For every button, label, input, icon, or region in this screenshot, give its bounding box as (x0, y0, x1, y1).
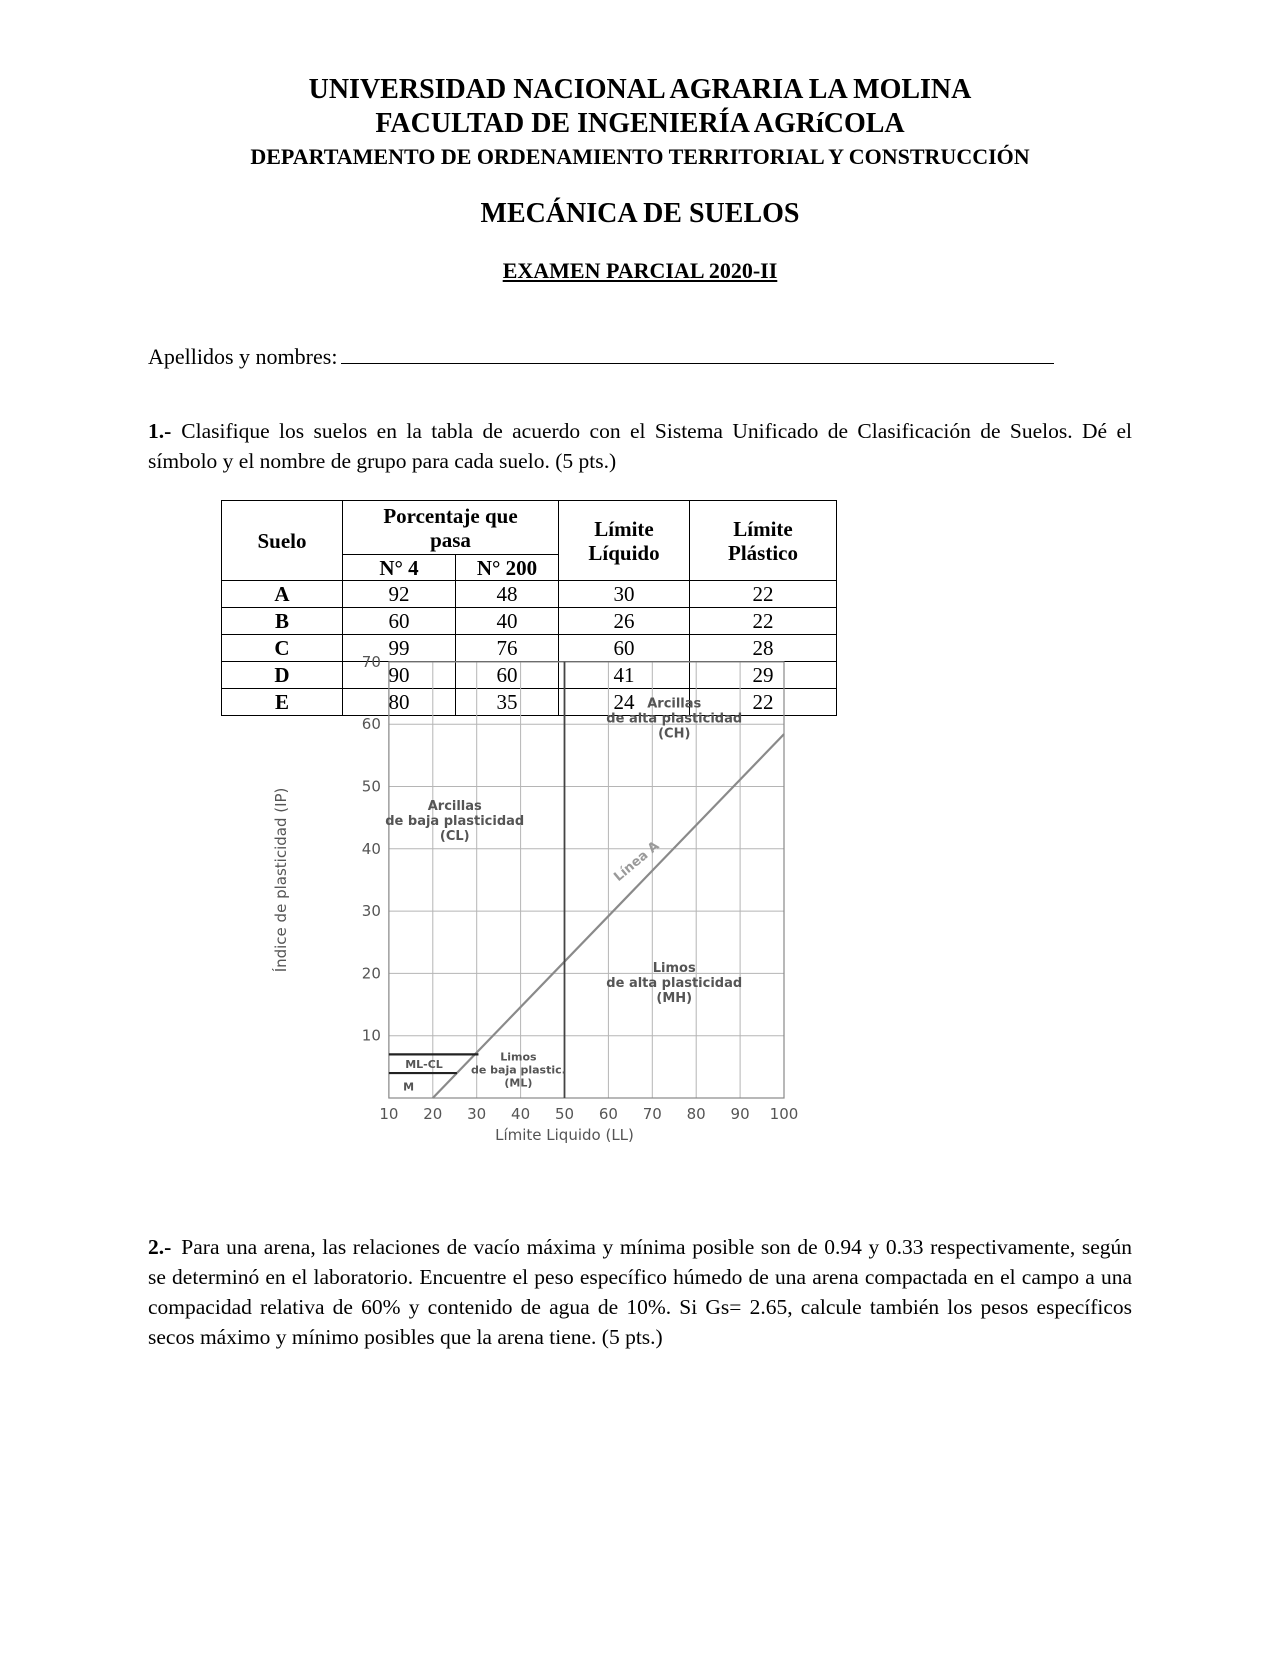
x-tick-label: 90 (730, 1105, 750, 1123)
region-label: Arcillas (647, 696, 702, 712)
cell-suelo: A (222, 581, 343, 608)
x-tick-label: 40 (511, 1105, 531, 1123)
region-label: (ML) (504, 1076, 533, 1090)
question-2-number: 2.- (148, 1235, 172, 1259)
region-label: de baja plasticidad (385, 814, 525, 830)
cell-ll: 60 (559, 635, 690, 662)
y-tick-label: 40 (361, 839, 381, 858)
x-tick-label: 10 (379, 1105, 399, 1123)
cell-ll: 24 (559, 689, 690, 716)
cell-n4: 99 (343, 635, 456, 662)
table-row (222, 581, 837, 608)
cell-n4: 90 (343, 662, 456, 689)
cell-suelo: C (222, 635, 343, 662)
region-label: (MH) (656, 991, 693, 1007)
cell-suelo: E (222, 689, 343, 716)
cell-lp: 28 (690, 635, 837, 662)
y-tick-label: 30 (361, 902, 381, 921)
university-title: UNIVERSIDAD NACIONAL AGRARIA LA MOLINA (308, 74, 972, 105)
header-limite-plastico: Límite Plástico (690, 501, 837, 581)
region-label: (CH) (658, 726, 691, 742)
cell-ll: 41 (559, 662, 690, 689)
plot-frame (389, 662, 784, 1098)
x-tick-label: 80 (686, 1105, 706, 1123)
x-tick-label: 30 (467, 1105, 487, 1123)
region-label: Limos (652, 961, 696, 977)
soil-table (221, 500, 837, 716)
header-porcentaje: Porcentaje que pasa (343, 501, 559, 555)
region-label: ML-CL (405, 1058, 443, 1072)
table-row (222, 608, 837, 635)
region-label: Arcillas (427, 799, 482, 815)
x-axis-label: Límite Liquido (LL) (495, 1126, 634, 1144)
x-tick-label: 70 (642, 1105, 662, 1123)
cell-n200: 60 (456, 662, 559, 689)
table-row (222, 662, 837, 689)
y-tick-label: 60 (361, 715, 381, 734)
y-tick-label: 70 (361, 652, 381, 671)
name-field (148, 344, 1054, 370)
cell-n200: 35 (456, 689, 559, 716)
x-tick-label: 20 (423, 1105, 443, 1123)
x-tick-label: 50 (554, 1105, 575, 1123)
region-label: M (403, 1080, 415, 1094)
cell-n200: 76 (456, 635, 559, 662)
question-1-text: Clasifique los suelos en la tabla de acuerdo con el Sistema Unificado de Clasificación de Suelos. Dé el símbolo y el nombre de grupo para cada suelo. (5 pts.) (148, 419, 1132, 473)
header-n200: N° 200 (456, 555, 559, 581)
cell-n4: 80 (343, 689, 456, 716)
question-1-number: 1.- (148, 419, 172, 443)
cell-n4: 92 (343, 581, 456, 608)
cell-lp: 22 (690, 689, 837, 716)
faculty-title: FACULTAD DE INGENIERÍA AGRíCOLA (375, 108, 905, 139)
cell-lp: 22 (690, 581, 837, 608)
cell-n200: 40 (456, 608, 559, 635)
y-tick-label: 50 (361, 777, 381, 796)
cell-n4: 60 (343, 608, 456, 635)
header-n4: N° 4 (343, 555, 456, 581)
y-tick-label: 10 (361, 1026, 381, 1045)
table-row (222, 689, 837, 716)
cell-suelo: D (222, 662, 343, 689)
header-limite-liquido: Límite Líquido (559, 501, 690, 581)
question-2 (148, 1232, 1132, 1352)
name-field-label: Apellidos y nombres: (148, 344, 338, 369)
region-label: de baja plastic. (470, 1063, 566, 1077)
exam-title: EXAMEN PARCIAL 2020-II (502, 258, 778, 283)
region-label: de alta plasticidad (606, 976, 743, 992)
cell-ll: 30 (559, 581, 690, 608)
name-blank-line[interactable] (341, 345, 1054, 364)
table-row (222, 635, 837, 662)
course-title: MECÁNICA DE SUELOS (480, 198, 800, 229)
a-line-label: Línea A (611, 838, 663, 885)
x-tick-label: 60 (598, 1105, 618, 1123)
question-2-text: Para una arena, las relaciones de vacío máxima y mínima posible son de 0.94 y 0.33 respectivamente, según se determinó en el laboratorio. Encuentre el peso específico húmedo de una arena compactada en el campo a una compacidad relativa de 60% y contenido de agua de 10%. Si Gs= 2.65, calcule también los pesos específicos secos máximo y mínimo posibles que la arena tiene. (5 pts.) (148, 1235, 1132, 1349)
region-label: (CL) (439, 829, 470, 845)
header-suelo: Suelo (222, 501, 343, 581)
department-title: DEPARTAMENTO DE ORDENAMIENTO TERRITORIAL Y CONSTRUCCIÓN (250, 144, 1030, 169)
question-1 (148, 416, 1132, 476)
cell-n200: 48 (456, 581, 559, 608)
region-label: Limos (500, 1050, 537, 1064)
y-tick-label: 20 (361, 964, 381, 983)
region-label: de alta plasticidad (606, 711, 743, 727)
cell-ll: 26 (559, 608, 690, 635)
cell-lp: 29 (690, 662, 837, 689)
y-axis-label: Índice de plasticidad (IP) (272, 787, 290, 973)
x-tick-label: 100 (769, 1105, 799, 1123)
cell-suelo: B (222, 608, 343, 635)
cell-lp: 22 (690, 608, 837, 635)
